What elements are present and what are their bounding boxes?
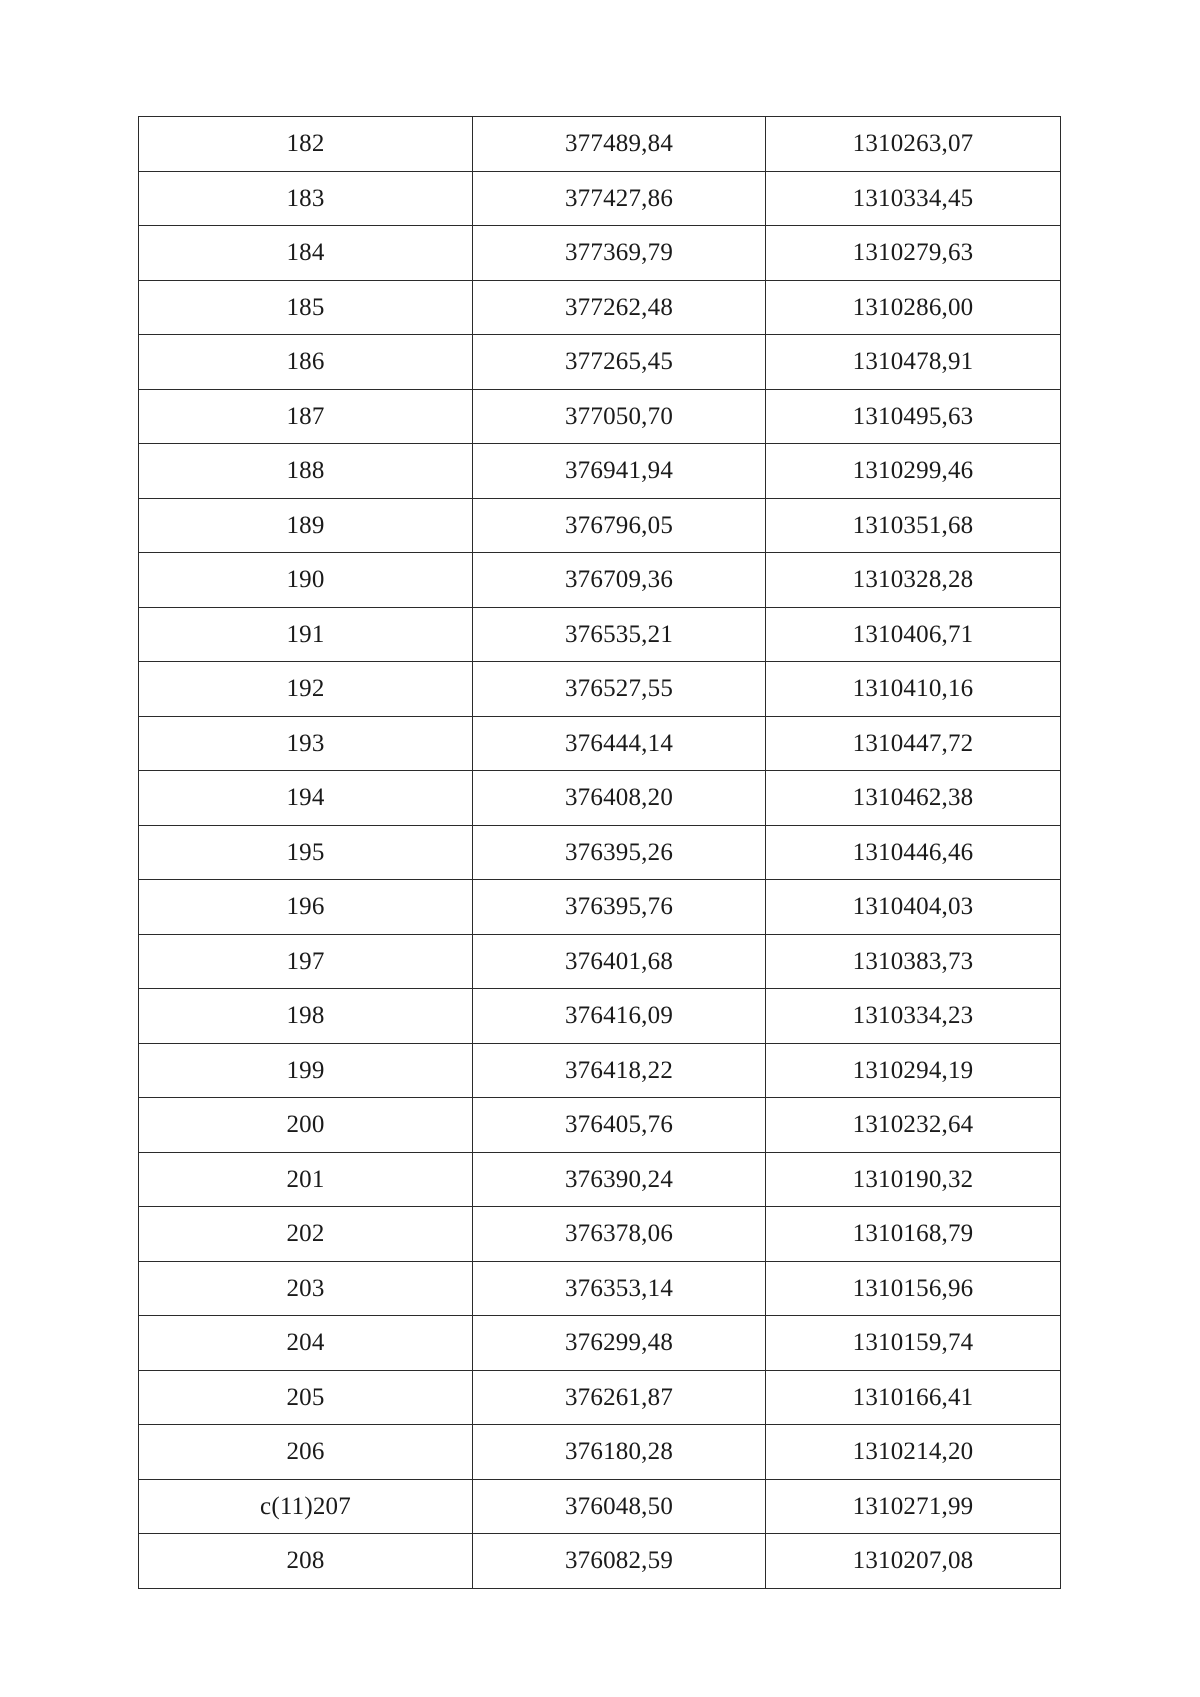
table-row	[139, 1425, 1061, 1480]
y-coordinate-cell: 1310404,03	[766, 880, 1061, 935]
point-number-cell: 205	[139, 1370, 473, 1425]
table-row	[139, 1534, 1061, 1589]
point-number-cell: c(11)207	[139, 1479, 473, 1534]
table-row	[139, 117, 1061, 172]
point-number-cell: 208	[139, 1534, 473, 1589]
x-coordinate-cell: 376418,22	[473, 1043, 766, 1098]
y-coordinate-cell: 1310334,45	[766, 171, 1061, 226]
table-row	[139, 1370, 1061, 1425]
x-coordinate-cell: 376390,24	[473, 1152, 766, 1207]
table-row	[139, 498, 1061, 553]
point-number-cell: 195	[139, 825, 473, 880]
x-coordinate-cell: 376378,06	[473, 1207, 766, 1262]
x-coordinate-cell: 376299,48	[473, 1316, 766, 1371]
x-coordinate-cell: 376408,20	[473, 771, 766, 826]
point-number-cell: 191	[139, 607, 473, 662]
y-coordinate-cell: 1310286,00	[766, 280, 1061, 335]
table-row	[139, 716, 1061, 771]
table-row	[139, 934, 1061, 989]
point-number-cell: 198	[139, 989, 473, 1044]
x-coordinate-cell: 376048,50	[473, 1479, 766, 1534]
y-coordinate-cell: 1310232,64	[766, 1098, 1061, 1153]
x-coordinate-cell: 376416,09	[473, 989, 766, 1044]
table-row	[139, 389, 1061, 444]
x-coordinate-cell: 376709,36	[473, 553, 766, 608]
y-coordinate-cell: 1310410,16	[766, 662, 1061, 717]
y-coordinate-cell: 1310214,20	[766, 1425, 1061, 1480]
table-row	[139, 1261, 1061, 1316]
y-coordinate-cell: 1310271,99	[766, 1479, 1061, 1534]
table-row	[139, 771, 1061, 826]
point-number-cell: 206	[139, 1425, 473, 1480]
table-row	[139, 607, 1061, 662]
y-coordinate-cell: 1310279,63	[766, 226, 1061, 281]
point-number-cell: 186	[139, 335, 473, 390]
point-number-cell: 202	[139, 1207, 473, 1262]
table-row	[139, 1316, 1061, 1371]
x-coordinate-cell: 376261,87	[473, 1370, 766, 1425]
table-row	[139, 989, 1061, 1044]
y-coordinate-cell: 1310159,74	[766, 1316, 1061, 1371]
y-coordinate-cell: 1310406,71	[766, 607, 1061, 662]
point-number-cell: 189	[139, 498, 473, 553]
x-coordinate-cell: 376401,68	[473, 934, 766, 989]
point-number-cell: 200	[139, 1098, 473, 1153]
point-number-cell: 185	[139, 280, 473, 335]
table-row	[139, 171, 1061, 226]
point-number-cell: 197	[139, 934, 473, 989]
point-number-cell: 204	[139, 1316, 473, 1371]
table-row	[139, 280, 1061, 335]
x-coordinate-cell: 377265,45	[473, 335, 766, 390]
y-coordinate-cell: 1310495,63	[766, 389, 1061, 444]
x-coordinate-cell: 376527,55	[473, 662, 766, 717]
point-number-cell: 203	[139, 1261, 473, 1316]
table-row	[139, 662, 1061, 717]
table-row	[139, 1098, 1061, 1153]
x-coordinate-cell: 376796,05	[473, 498, 766, 553]
x-coordinate-cell: 376395,76	[473, 880, 766, 935]
point-number-cell: 193	[139, 716, 473, 771]
x-coordinate-cell: 376444,14	[473, 716, 766, 771]
x-coordinate-cell: 376353,14	[473, 1261, 766, 1316]
table-row	[139, 1207, 1061, 1262]
x-coordinate-cell: 376405,76	[473, 1098, 766, 1153]
table-row	[139, 226, 1061, 281]
y-coordinate-cell: 1310294,19	[766, 1043, 1061, 1098]
x-coordinate-cell: 377050,70	[473, 389, 766, 444]
table-row	[139, 825, 1061, 880]
point-number-cell: 190	[139, 553, 473, 608]
table-row	[139, 553, 1061, 608]
table-row	[139, 880, 1061, 935]
x-coordinate-cell: 377369,79	[473, 226, 766, 281]
y-coordinate-cell: 1310190,32	[766, 1152, 1061, 1207]
y-coordinate-cell: 1310263,07	[766, 117, 1061, 172]
point-number-cell: 187	[139, 389, 473, 444]
point-number-cell: 182	[139, 117, 473, 172]
table-row	[139, 1479, 1061, 1534]
x-coordinate-cell: 377427,86	[473, 171, 766, 226]
y-coordinate-cell: 1310478,91	[766, 335, 1061, 390]
coordinates-table-body	[139, 117, 1061, 1589]
y-coordinate-cell: 1310351,68	[766, 498, 1061, 553]
point-number-cell: 192	[139, 662, 473, 717]
y-coordinate-cell: 1310334,23	[766, 989, 1061, 1044]
point-number-cell: 194	[139, 771, 473, 826]
x-coordinate-cell: 376395,26	[473, 825, 766, 880]
point-number-cell: 196	[139, 880, 473, 935]
point-number-cell: 184	[139, 226, 473, 281]
point-number-cell: 188	[139, 444, 473, 499]
y-coordinate-cell: 1310166,41	[766, 1370, 1061, 1425]
y-coordinate-cell: 1310168,79	[766, 1207, 1061, 1262]
table-row	[139, 1043, 1061, 1098]
y-coordinate-cell: 1310328,28	[766, 553, 1061, 608]
point-number-cell: 199	[139, 1043, 473, 1098]
y-coordinate-cell: 1310156,96	[766, 1261, 1061, 1316]
coordinates-table	[138, 116, 1061, 1589]
table-row	[139, 335, 1061, 390]
point-number-cell: 201	[139, 1152, 473, 1207]
y-coordinate-cell: 1310299,46	[766, 444, 1061, 499]
x-coordinate-cell: 377262,48	[473, 280, 766, 335]
table-row	[139, 1152, 1061, 1207]
point-number-cell: 183	[139, 171, 473, 226]
y-coordinate-cell: 1310383,73	[766, 934, 1061, 989]
x-coordinate-cell: 376535,21	[473, 607, 766, 662]
y-coordinate-cell: 1310462,38	[766, 771, 1061, 826]
table-row	[139, 444, 1061, 499]
y-coordinate-cell: 1310447,72	[766, 716, 1061, 771]
x-coordinate-cell: 376941,94	[473, 444, 766, 499]
y-coordinate-cell: 1310446,46	[766, 825, 1061, 880]
x-coordinate-cell: 377489,84	[473, 117, 766, 172]
x-coordinate-cell: 376082,59	[473, 1534, 766, 1589]
y-coordinate-cell: 1310207,08	[766, 1534, 1061, 1589]
x-coordinate-cell: 376180,28	[473, 1425, 766, 1480]
